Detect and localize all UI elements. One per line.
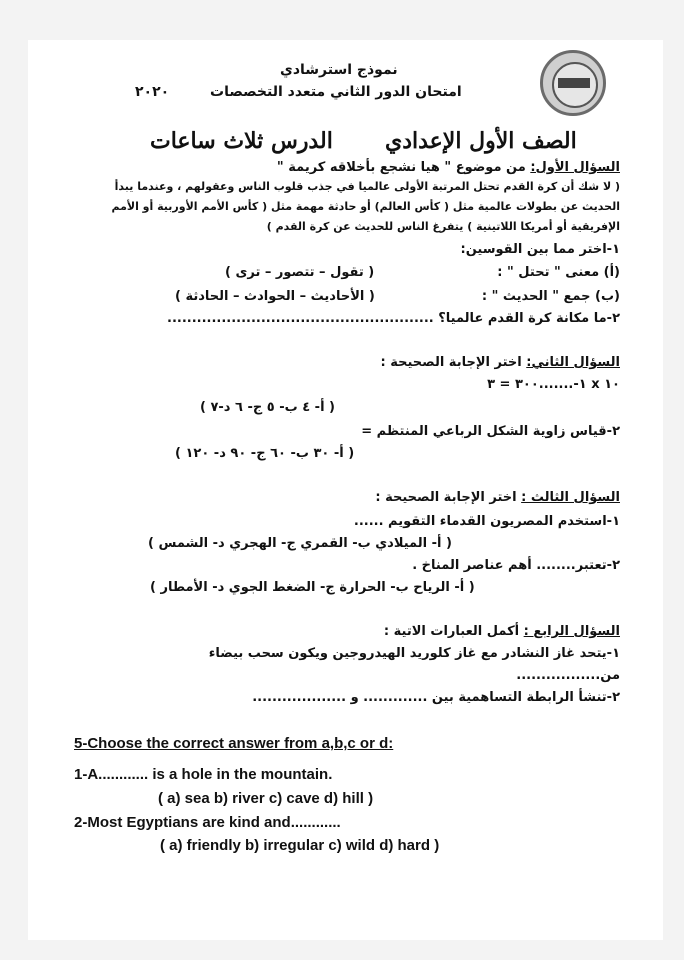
q4-item-2: ٢-تنشأ الرابطة التساهمية بين ............. و ................... [252,690,620,705]
q1-heading: السؤال الأول: [530,160,620,175]
exam-subtitle: امتحان الدور الثاني متعدد التخصصات [210,84,462,100]
q4-heading: السؤال الرابع : [523,624,620,639]
q3-item-1-options: ( أ- الميلادي ب- القمري ج- الهجري د- الشمس ) [148,536,452,551]
q2-item-2-options: ( أ- ٣٠ ب- ٦٠ ج- ٩٠ د- ١٢٠ ) [175,446,355,461]
q1-item-2: ٢-ما مكانة كرة القدم عالميا؟ ...................................................... [167,311,620,326]
q1-instruction: ١-اختر مما بين القوسين: [460,242,620,257]
q3-item-1: ١-استخدم المصريون القدماء التقويم ...... [353,514,620,529]
q3-heading: السؤال الثالث : [521,490,620,505]
q5-item-2: 2-Most Egyptians are kind and............ [74,814,341,831]
logo-band [558,78,590,88]
q3-line [375,490,620,505]
q4-item-1-cont: من................. [516,668,620,683]
grade-label: الصف الأول الإعدادي [385,128,577,154]
q1-passage-line-2: الحديث عن بطولات عالمية مثل ( كأس العالم) أو حادثة مهمة مثل ( كأس الأمم الأوربية أو الأمم [111,200,620,213]
q2-line [380,355,620,370]
q5-heading: 5-Choose the correct answer from a,b,c or d: [74,735,394,752]
q3-instruction: اختر الإجابة الصحيحة : [375,490,517,505]
q3-item-2: ٢-تعتبر........ أهم عناصر المناخ . [412,558,620,573]
exam-year: ٢٠٢٠ [135,84,170,100]
q2-heading: السؤال الثاني: [526,355,620,370]
ministry-logo [540,50,606,116]
q1-item-b-options: ( الأحاديث – الحوادث – الحادثة ) [175,289,375,304]
q5-item-2-options: ( a) friendly b) irregular c) wild d) hard ) [160,837,440,854]
q2-instruction: اختر الإجابة الصحيحة : [380,355,522,370]
q1-line [277,160,620,175]
q2-item-1-options: ( أ- ٤ ب- ٥ ج- ٦ د-٧ ) [200,400,336,415]
q5-item-1-options: ( a) sea b) river c) cave d) hill ) [158,790,374,807]
q3-item-2-options: ( أ- الرياح ب- الحرارة ج- الضغط الجوي د- الأمطار ) [150,580,475,595]
term-label: الدرس ثلاث ساعات [150,128,333,154]
q5-item-1: 1-A............ is a hole in the mountain. [74,766,333,783]
q2-item-1: ١-.......٣٠٠ = ٣ x ١٠ [487,377,620,392]
q4-instruction: أكمل العبارات الاتية : [383,624,520,639]
q4-line [384,624,620,639]
q4-item-1: ١-يتحد غاز النشادر مع غاز كلوريد الهيدروجين ويكون سحب بيضاء [208,646,620,661]
q1-item-a-label: (أ) معنى " تحتل " : [497,265,620,280]
q1-passage-line-3: الإفريقية أو أمريكا اللاتينية ) يتفرغ الناس للحديث عن كرة القدم ) [266,220,620,233]
q1-item-b-label: (ب) جمع " الحديث " : [481,289,620,304]
q2-item-2: ٢-قياس زاوية الشكل الرباعي المنتظم = [361,424,620,439]
q1-passage-line-1: ( لا شك أن كرة القدم تحتل المرتبة الأولى عالميا في جذب قلوب الناس وعقولهم ، وعندما يبدأ [114,180,620,193]
exam-title: نموذج استرشادي [280,62,398,78]
q1-item-a-options: ( تقول – تتصور – ترى ) [225,265,375,280]
q1-topic: من موضوع " هيا نشجع بأخلاقه كريمة " [276,160,526,175]
